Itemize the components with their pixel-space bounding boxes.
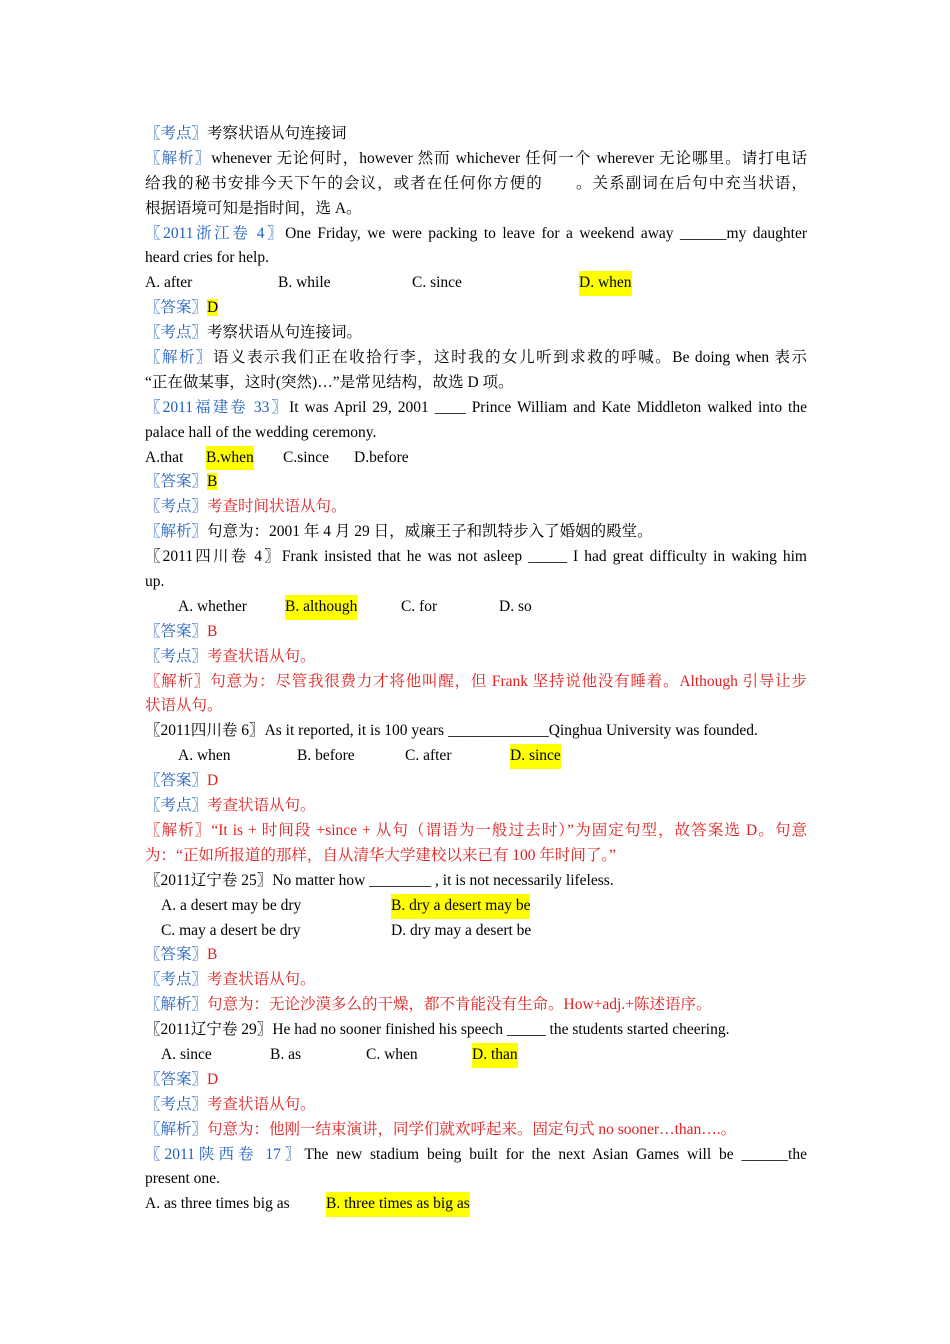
option-c: C. when	[366, 1045, 418, 1063]
answer-value: D	[207, 772, 219, 790]
option-b-highlighted: B. although	[285, 595, 357, 620]
option-a: A.that	[145, 448, 184, 466]
jiexi-text: 句意为：尽管我很费力才将他叫醒，但 Frank 坚持说他没有睡着。Although 引导让步	[210, 672, 807, 690]
kaodian-tag: 〖考点〗	[145, 498, 208, 516]
jiexi-line	[145, 520, 807, 545]
question-source: 〖2011四川卷 6〗	[145, 722, 265, 740]
jiexi-text: 语义表示我们正在收拾行李，这时我的女儿听到求救的呼喊。Be doing when 表示	[213, 349, 807, 367]
option-a: A. after	[145, 274, 193, 292]
kaodian-text: 考查时间状语从句。	[207, 498, 347, 516]
kaodian-text: 考查状语从句。	[207, 971, 316, 989]
kaodian-line	[145, 321, 807, 346]
option-d-highlighted: D. than	[472, 1043, 518, 1068]
jiexi-tag: 〖解析〗	[145, 821, 212, 839]
option-c: C. may a desert be dry	[161, 921, 301, 939]
kaodian-line	[145, 122, 807, 147]
jiexi-tag: 〖解析〗	[145, 149, 212, 167]
option-d-highlighted: D. when	[579, 271, 632, 296]
options-row	[145, 271, 807, 296]
question-stem	[145, 396, 807, 421]
kaodian-tag: 〖考点〗	[145, 125, 208, 142]
jiexi-tag: 〖解析〗	[145, 996, 208, 1014]
question-stem	[145, 869, 807, 894]
question-stem	[145, 1167, 807, 1192]
option-c: C. since	[412, 274, 462, 292]
options-row	[145, 446, 807, 471]
jiexi-line	[145, 172, 807, 197]
kaodian-line	[145, 1093, 807, 1118]
question-text: heard cries for help.	[145, 249, 269, 267]
question-source: 〖2011四川卷 4〗	[145, 548, 282, 566]
answer-tag: 〖答案〗	[145, 1070, 208, 1088]
kaodian-line	[145, 495, 807, 520]
option-d: D. so	[499, 597, 532, 615]
option-b: B. before	[297, 747, 355, 765]
document-page	[145, 122, 807, 1217]
kaodian-line	[145, 794, 807, 819]
option-b-highlighted: B. dry a desert may be	[391, 894, 530, 919]
option-d: D. dry may a desert be	[391, 921, 532, 939]
options-row	[145, 595, 807, 620]
option-b-highlighted: B. three times as big as	[326, 1192, 470, 1217]
jiexi-tag: 〖解析〗	[145, 1120, 208, 1138]
jiexi-line	[145, 670, 807, 695]
answer-tag: 〖答案〗	[145, 473, 208, 491]
jiexi-text: “正在做某事，这时(突然)…”是常见结构，故选 D 项。	[145, 373, 514, 391]
option-c: C. after	[405, 747, 452, 765]
answer-tag: 〖答案〗	[145, 299, 208, 317]
question-source: 〖2011辽宁卷 25〗	[145, 871, 273, 889]
jiexi-line	[145, 993, 807, 1018]
question-text: palace hall of the wedding ceremony.	[145, 423, 377, 441]
options-row	[145, 894, 807, 919]
kaodian-line	[145, 968, 807, 993]
kaodian-text: 考查状语从句。	[207, 647, 316, 665]
answer-line	[145, 1068, 807, 1093]
answer-value: B	[207, 622, 218, 640]
jiexi-line	[145, 197, 807, 222]
kaodian-text: 考察状语从句连接词	[207, 125, 347, 142]
option-a: A. when	[178, 747, 231, 765]
kaodian-text: 考查状语从句。	[207, 797, 316, 815]
option-d-highlighted: D. since	[510, 744, 561, 769]
jiexi-line	[145, 371, 807, 396]
kaodian-text: 考察状语从句连接词。	[207, 324, 363, 342]
question-source: 〖2011浙江卷 4〗	[145, 224, 286, 242]
answer-value: D	[207, 299, 219, 317]
jiexi-text: 句意为：无论沙漠多么的干燥，都不肯能没有生命。How+adj.+陈述语序。	[207, 996, 712, 1014]
jiexi-line	[145, 819, 807, 844]
question-text: No matter how ________ , it is not necessarily lifeless.	[272, 871, 614, 889]
answer-tag: 〖答案〗	[145, 622, 208, 640]
jiexi-text: “It is + 时间段 +since + 从句（谓语为一般过去时）”为固定句型，故答案选 D。句意	[211, 821, 807, 839]
jiexi-text: 根据语境可知是指时间，选 A。	[145, 199, 362, 217]
option-d: D.before	[354, 448, 409, 466]
answer-value: B	[207, 946, 218, 964]
option-a: A. since	[161, 1045, 212, 1063]
kaodian-line	[145, 645, 807, 670]
answer-line	[145, 620, 807, 645]
jiexi-text: 给我的秘书安排今天下午的会议，或者在任何你方便的 。关系副词在后句中充当状语，	[145, 174, 807, 192]
answer-line	[145, 769, 807, 794]
jiexi-line	[145, 1118, 807, 1143]
option-b-highlighted: B.when	[206, 446, 254, 471]
jiexi-line	[145, 694, 807, 719]
answer-line	[145, 943, 807, 968]
question-source: 〖2011福建卷 33〗	[145, 398, 290, 416]
kaodian-tag: 〖考点〗	[145, 797, 208, 815]
option-a: A. as three times big as	[145, 1195, 290, 1213]
question-text: He had no sooner finished his speech _____ the students started cheering.	[272, 1021, 730, 1039]
jiexi-tag: 〖解析〗	[145, 349, 214, 367]
question-text: present one.	[145, 1170, 220, 1188]
kaodian-tag: 〖考点〗	[145, 324, 208, 342]
option-b: B. while	[278, 274, 331, 292]
question-stem	[145, 246, 807, 271]
question-source: 〖2011辽宁卷 29〗	[145, 1021, 273, 1039]
jiexi-text: 句意为：2001 年 4 月 29 日，威廉王子和凯特步入了婚姻的殿堂。	[207, 523, 653, 541]
question-text: The new stadium being built for the next Asian Games will be ______the	[304, 1145, 807, 1163]
question-text: One Friday, we were packing to leave for a weekend away ______my daughter	[285, 224, 807, 242]
options-row	[145, 919, 807, 944]
question-source: 〖2011陕西卷 17〗	[145, 1145, 305, 1163]
jiexi-line	[145, 346, 807, 371]
answer-tag: 〖答案〗	[145, 946, 208, 964]
question-text: It was April 29, 2001 ____ Prince William and Kate Middleton walked into the	[289, 398, 807, 416]
option-b: B. as	[270, 1045, 301, 1063]
question-text: As it reported, it is 100 years _____________Qinghua University was founded.	[264, 722, 758, 740]
kaodian-text: 考查状语从句。	[207, 1095, 316, 1113]
jiexi-text: 为：“正如所报道的那样，自从清华大学建校以来已有 100 年时间了。”	[145, 846, 617, 864]
jiexi-text: whenever 无论何时，however 然而 whichever 任何一个 wherever 无论哪里。请打电话	[211, 149, 807, 167]
jiexi-tag: 〖解析〗	[145, 672, 211, 690]
answer-tag: 〖答案〗	[145, 772, 208, 790]
options-row	[145, 1043, 807, 1068]
question-stem	[145, 719, 807, 744]
question-stem	[145, 1143, 807, 1168]
answer-line	[145, 470, 807, 495]
jiexi-text: 状语从句。	[145, 697, 223, 715]
kaodian-tag: 〖考点〗	[145, 971, 208, 989]
question-stem	[145, 1018, 807, 1043]
jiexi-tag: 〖解析〗	[145, 523, 208, 541]
answer-value: B	[207, 473, 218, 491]
question-stem	[145, 545, 807, 570]
jiexi-line	[145, 147, 807, 172]
question-text: up.	[145, 573, 165, 591]
kaodian-tag: 〖考点〗	[145, 647, 208, 665]
answer-line	[145, 296, 807, 321]
options-row	[145, 1192, 807, 1217]
jiexi-text: 句意为：他刚一结束演讲，同学们就欢呼起来。固定句式 no sooner…than….。	[207, 1120, 737, 1138]
option-c: C. for	[401, 597, 438, 615]
jiexi-line	[145, 844, 807, 869]
option-a: A. whether	[178, 597, 247, 615]
question-stem	[145, 222, 807, 247]
question-stem	[145, 421, 807, 446]
answer-value: D	[207, 1070, 219, 1088]
option-a: A. a desert may be dry	[161, 896, 302, 914]
question-text: Frank insisted that he was not asleep _____ I had great difficulty in waking him	[281, 548, 807, 566]
kaodian-tag: 〖考点〗	[145, 1095, 208, 1113]
option-c: C.since	[283, 448, 330, 466]
options-row	[145, 744, 807, 769]
question-stem	[145, 570, 807, 595]
